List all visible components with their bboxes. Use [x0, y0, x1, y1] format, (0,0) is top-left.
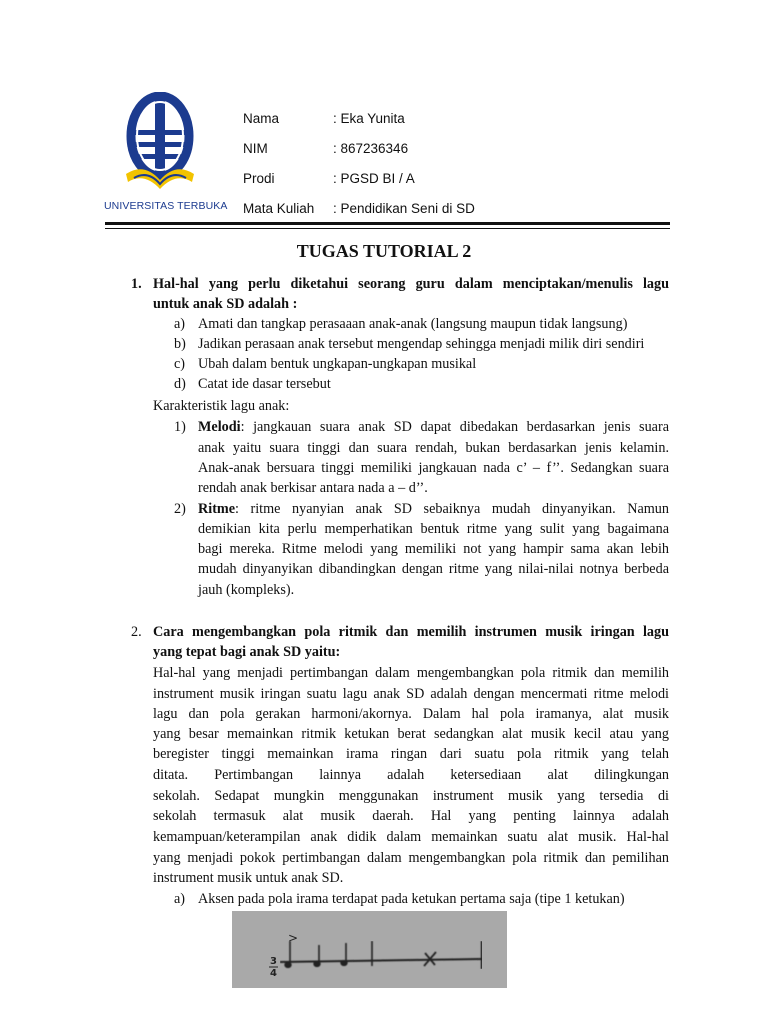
q1-item-text: Jadikan perasaan anak tersebut mengendap sehingga menjadi milik diri sendiri: [198, 336, 645, 352]
ritme-line3: bagi mereka. Ritme melodi yang memiliki not yang hampir sama akan lebih: [198, 541, 669, 557]
header-rule-thin: [105, 228, 670, 229]
time-signature-bottom: 4: [270, 968, 277, 979]
q1-item-mark: b): [174, 336, 186, 352]
q2-para-line: yang menjadi pokok pertimbangan dalam mengembangkan pola ritmik dan pemilihan: [153, 850, 669, 866]
q2-para-line: instrument musik untuk anak SD.: [153, 870, 344, 886]
q2-para-line: ditata. Pertimbangan lainnya adalah ketersediaan alat dilingkungan: [153, 767, 669, 783]
q1-item-mark: d): [174, 376, 186, 392]
ident-label: Mata Kuliah: [243, 201, 315, 216]
ident-value: : PGSD BI / A: [333, 171, 415, 186]
q2-para-line: yang besar memainkan ritmik ketukan berat sedangkan alat musik kecil atau yang: [153, 726, 669, 742]
accent-mark: >: [288, 931, 299, 945]
logo-emblem-icon: [104, 92, 216, 200]
q2-heading-line2: yang tepat bagi anak SD yaitu:: [153, 644, 341, 660]
melodi-mark: 1): [174, 419, 186, 435]
q1-item-mark: a): [174, 316, 186, 332]
q1-item-mark: c): [174, 356, 186, 372]
ritme-line1: [198, 499, 669, 519]
ident-value: : 867236346: [333, 141, 409, 156]
ritme-line4: mudah dinyanyikan dibandingkan dengan ritme yang nilai-nilai notnya berbeda: [198, 561, 669, 577]
time-signature-top: 3: [270, 956, 277, 967]
karakteristik-label: Karakteristik lagu anak:: [153, 398, 290, 414]
header-rule-thick: [105, 222, 670, 225]
ritme-line1-text: : ritme nyanyian anak SD sebaiknya mudah dinyanyikan. Namun: [235, 501, 669, 517]
q1-item-text: Catat ide dasar tersebut: [198, 376, 331, 392]
q2-para-line: sekolah. Sedapat mungkin menggunakan instrument musik yang tersedia di: [153, 788, 669, 804]
q2-para-line: kemampuan/keterampilan anak didik dalam memainkan suatu alat musik. Hal-hal: [153, 829, 669, 845]
rhythm-notation-image: [232, 911, 507, 988]
q2-para-line: beregister tinggi memainkan irama ringan dari suatu pola ritmik yang telah: [153, 746, 669, 762]
ident-label: Prodi: [243, 171, 275, 186]
melodi-line3: Anak-anak bersuara tinggi memiliki jangkauan nada c’ – f’’. Sedangkan suara: [198, 460, 669, 476]
ident-value: : Pendidikan Seni di SD: [333, 201, 475, 216]
ritme-mark: 2): [174, 501, 186, 517]
melodi-line4: rendah anak berkisar antara nada a – d’’.: [198, 480, 428, 496]
q1-item-text: Ubah dalam bentuk ungkapan-ungkapan musikal: [198, 356, 477, 372]
melodi-term: Melodi: [198, 419, 241, 435]
ident-value: : Eka Yunita: [333, 111, 405, 126]
melodi-line2: anak yaitu suara tinggi dan suara rendah, bukan berdasarkan jenis kelamin.: [198, 440, 669, 456]
q1-heading-line2: untuk anak SD adalah :: [153, 296, 298, 312]
ritme-line5: jauh (kompleks).: [198, 582, 295, 598]
q1-number: 1.: [131, 276, 142, 292]
q2-number: 2.: [131, 624, 142, 640]
q2-item-mark: a): [174, 891, 186, 907]
ident-label: NIM: [243, 141, 268, 156]
rhythm-notation-icon: [232, 911, 507, 988]
q2-para-line: lagu dan pola gerakan harmoni/akornya. Dalam hal pola iramanya, alat musik: [153, 706, 669, 722]
q1-heading-line1: Hal-hal yang perlu diketahui seorang guru dalam menciptakan/menulis lagu: [153, 276, 669, 292]
melodi-line1: [198, 417, 669, 437]
q1-item-text: Amati dan tangkap perasaaan anak-anak (langsung maupun tidak langsung): [198, 316, 628, 332]
q2-para-line: instrument musik iringan suatu lagu anak SD adalah dengan mencermati ritme melodi: [153, 686, 669, 702]
ident-label: Nama: [243, 111, 280, 126]
ritme-term: Ritme: [198, 501, 236, 517]
ritme-line2: demikian kita perlu memperhatikan bentuk ritme yang sulit yang bagaimana: [198, 521, 669, 537]
q2-para-line: Hal-hal yang menjadi pertimbangan dalam mengembangkan pola ritmik dan memilih: [153, 665, 669, 681]
logo-text: UNIVERSITAS TERBUKA: [104, 200, 228, 212]
q2-para-line: sekolah termasuk alat musik daerah. Hal yang penting lainnya adalah: [153, 808, 669, 824]
melodi-line1-text: : jangkauan suara anak SD dapat dibedakan berdasarkan jenis suara: [240, 419, 669, 435]
q2-heading-line1: Cara mengembangkan pola ritmik dan memilih instrumen musik iringan lagu: [153, 624, 669, 640]
q2-item-text: Aksen pada pola irama terdapat pada ketukan pertama saja (tipe 1 ketukan): [198, 891, 625, 907]
universitas-terbuka-logo: [104, 92, 228, 220]
page-title: TUGAS TUTORIAL 2: [296, 241, 472, 261]
